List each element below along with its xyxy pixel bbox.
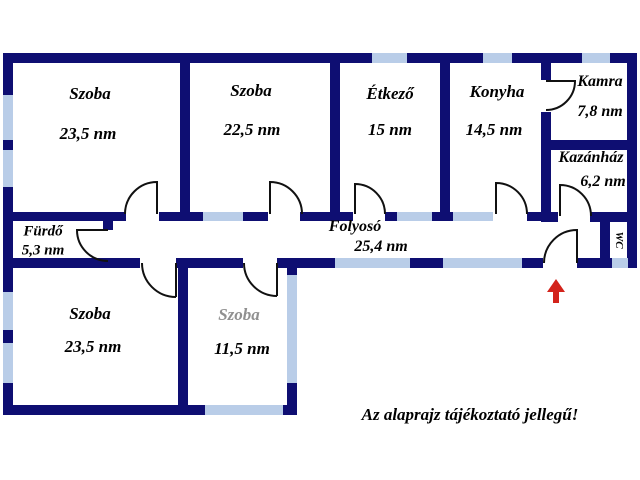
windows-layer bbox=[3, 53, 628, 415]
room-area-szoba-bottom-left: 23,5 nm bbox=[64, 337, 122, 356]
room-label-szoba-top-left: Szoba bbox=[69, 84, 111, 103]
room-label-szoba-bottom-left: Szoba bbox=[69, 304, 111, 323]
room-area-folyoso: 25,4 nm bbox=[354, 238, 408, 255]
room-label-kamra: Kamra bbox=[577, 73, 623, 90]
disclaimer-text: Az alaprajz tájékoztató jellegű! bbox=[361, 405, 579, 424]
room-area-etkezo: 15 nm bbox=[368, 120, 412, 139]
room-area-furdo: 5,3 nm bbox=[21, 242, 65, 259]
room-area-kazanhaz: 6,2 nm bbox=[580, 173, 626, 190]
room-label-wc: WC bbox=[613, 231, 625, 249]
room-label-etkezo: Étkező bbox=[366, 84, 414, 103]
room-area-szoba-top-mid: 22,5 nm bbox=[223, 120, 281, 139]
room-area-szoba-top-left: 23,5 nm bbox=[59, 124, 117, 143]
room-label-kazanhaz: Kazánház bbox=[558, 149, 624, 166]
room-label-szoba-top-mid: Szoba bbox=[230, 81, 272, 100]
room-label-konyha: Konyha bbox=[469, 82, 525, 101]
walls-layer bbox=[3, 53, 637, 415]
room-label-folyoso: Folyosó bbox=[328, 218, 382, 235]
entrance-arrow-icon bbox=[547, 279, 565, 303]
room-area-konyha: 14,5 nm bbox=[465, 120, 523, 139]
room-label-szoba-bottom-mid: Szoba bbox=[218, 305, 260, 324]
room-label-furdo: Fürdő bbox=[23, 223, 63, 240]
room-area-kamra: 7,8 nm bbox=[577, 103, 623, 120]
room-area-szoba-bottom-mid: 11,5 nm bbox=[214, 339, 270, 358]
